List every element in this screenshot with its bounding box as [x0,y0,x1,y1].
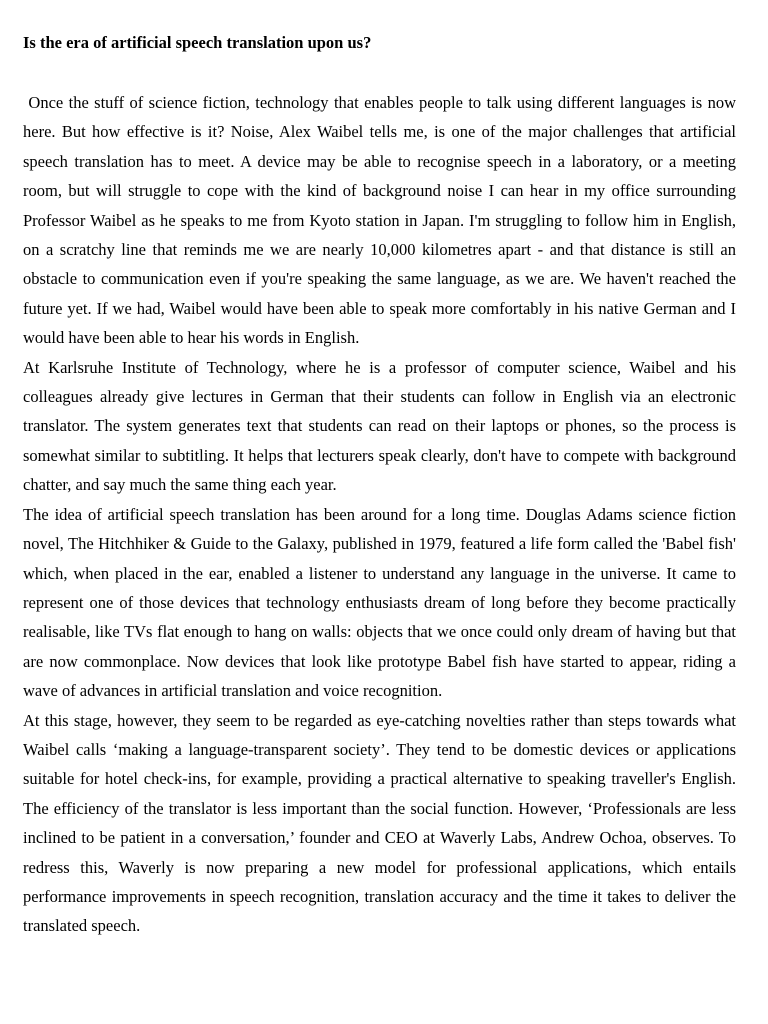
paragraph-1: Once the stuff of science fiction, technology that enables people to talk using different languages is now here. But how effective is it? Noise, Alex Waibel tells me, is one of the major challenges that artificial speech translation has to meet. A device may be able to recognise speech in a laboratory, or a meeting room, but will struggle to cope with the kind of background noise I can hear in my office surrounding Professor Waibel as he speaks to me from Kyoto station in Japan. I'm struggling to follow him in English, on a scratchy line that reminds me we are nearly 10,000 kilometres apart - and that distance is still an obstacle to communication even if you're speaking the same language, as we are. We haven't reached the future yet. If we had, Waibel would have been able to speak more comfortably in his native German and I would have been able to hear his words in English. [23,93,741,348]
article [23,30,741,941]
paragraph-2: At Karlsruhe Institute of Technology, where he is a professor of computer science, Waibel and his colleagues already give lectures in German that their students can follow in English via an electronic translator. The system generates text that students can read on their laptops or phones, so the process is somewhat similar to subtitling. It helps that lecturers speak clearly, don't have to compete with background chatter, and say much the same thing each year. [23,357,736,495]
paragraph-4: At this stage, however, they seem to be regarded as eye-catching novelties rather than steps towards what Waibel calls ‘making a language-transparent society’. They tend to be domestic devices or applications suitable for hotel check-ins, for example, providing a practical alternative to speaking traveller's English. The efficiency of the translator is less important than the social function. However, ‘Professionals are less inclined to be patient in a conversation,’ founder and CEO at Waverly Labs, Andrew Ochoa, observes. To redress this, Waverly is now preparing a new model for professional applications, which entails performance improvements in speech recognition, translation accuracy and the time it takes to deliver the translated speech. [23,710,736,936]
paragraph-3: The idea of artificial speech translation has been around for a long time. Douglas Adams science fiction novel, The Hitchhiker & Guide to the Galaxy, published in 1979, featured a life form called the 'Babel fish' which, when placed in the ear, enabled a listener to understand any language in the universe. It came to represent one of those devices that technology enthusiasts dream of long before they become practically realisable, like TVs flat enough to hang on walls: objects that we once could only dream of having but that are now commonplace. Now devices that look like prototype Babel fish have started to appear, riding a wave of advances in artificial translation and voice recognition. [23,504,736,701]
article-title: Is the era of artificial speech translation upon us? [23,33,372,52]
